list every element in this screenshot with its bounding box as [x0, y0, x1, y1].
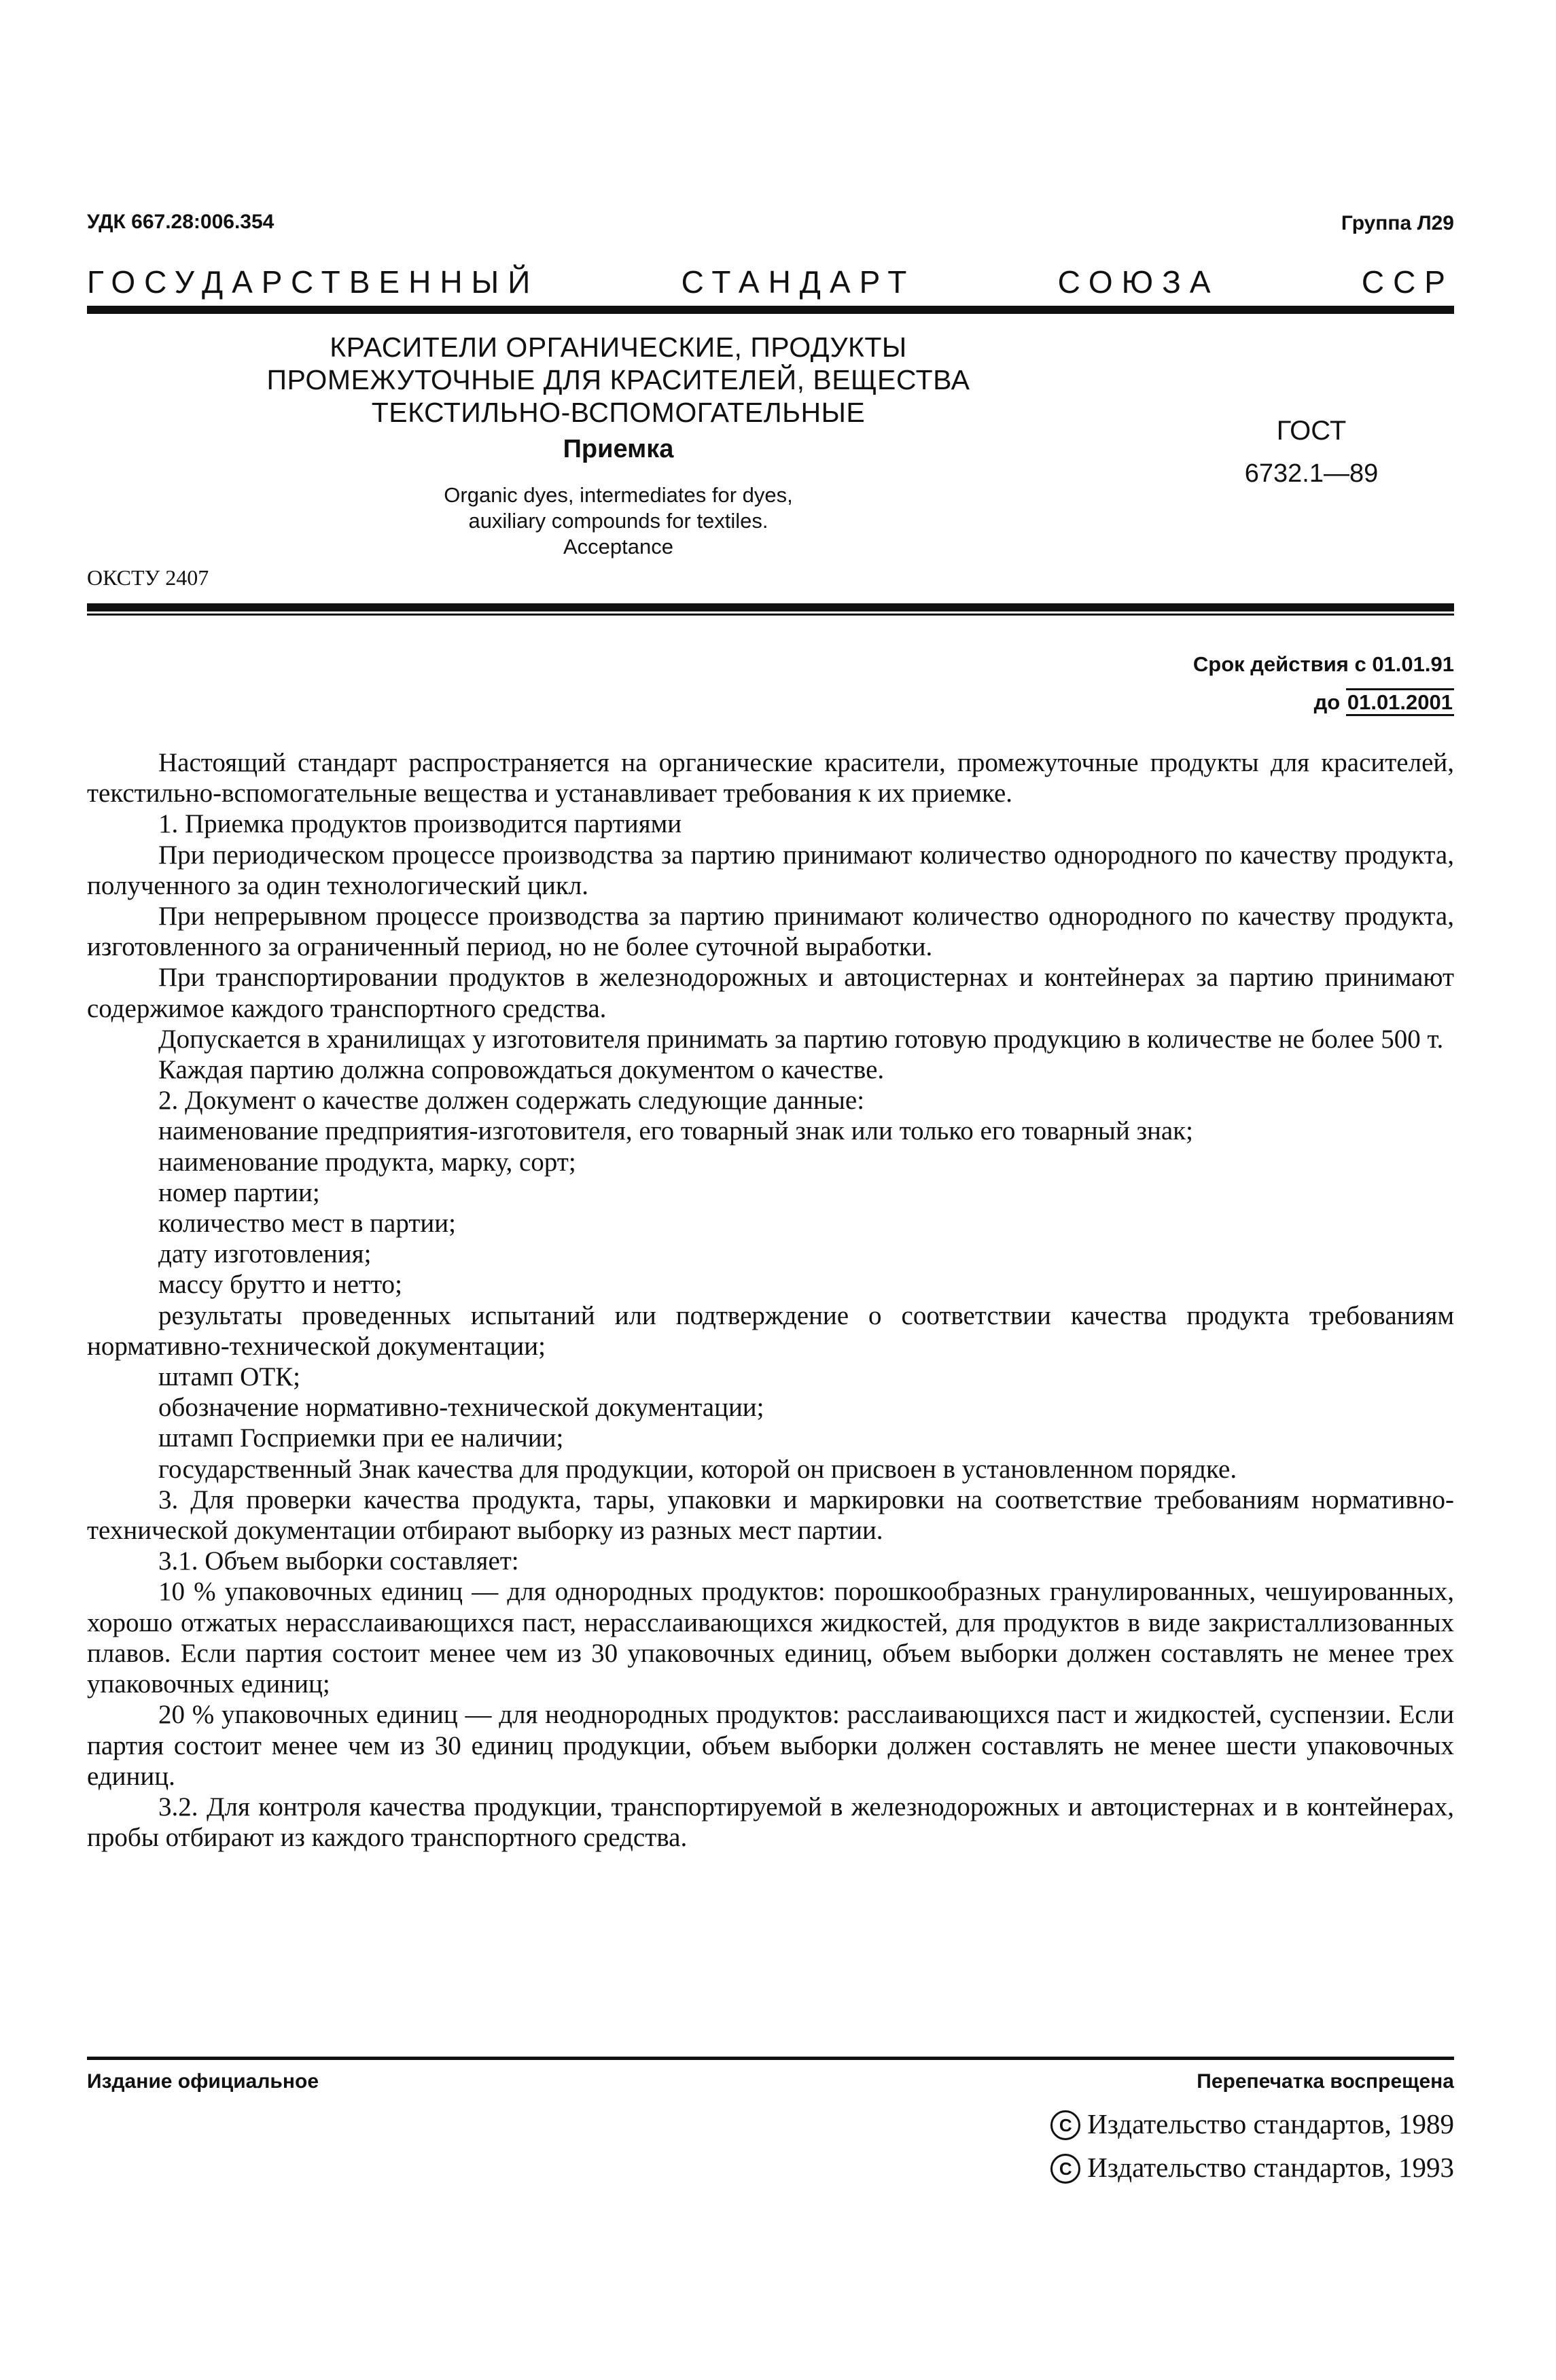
okstu-code: ОКСТУ 2407 [87, 565, 209, 590]
body-paragraph: массу брутто и нетто; [158, 1270, 402, 1300]
title-line: ПРОМЕЖУТОЧНЫЕ ДЛЯ КРАСИТЕЛЕЙ, ВЕЩЕСТВА [266, 364, 970, 395]
body-paragraph: штамп Госприемки при ее наличии; [158, 1423, 564, 1453]
english-title [149, 482, 1087, 560]
banner-word-standard: СТАНДАРТ [681, 264, 916, 300]
gost-number: 6732.1—89 [1244, 459, 1379, 488]
body-paragraph: Настоящий стандарт распространяется на органические красители, промежуточные продукты для красителей, текстильно-вспомогательные вещества и устанавливает требования к их приемке. [87, 748, 1454, 809]
copyright-text: Издательство стандартов, 1989 [1087, 2108, 1454, 2139]
body-paragraph: штамп ОТК; [158, 1362, 300, 1392]
validity-until-prefix: до [1313, 690, 1341, 714]
body-paragraph: 1. Приемка продуктов производится партиями [158, 809, 682, 839]
validity-until-date: 01.01.2001 [1346, 688, 1454, 716]
banner-word-union: СОЮЗА [1057, 264, 1220, 300]
body-paragraph: Каждая партию должна сопровождаться документом о качестве. [158, 1055, 885, 1085]
copyright-1989 [1050, 2108, 1454, 2140]
body-paragraph: 3.1. Объем выборки составляет: [158, 1546, 519, 1576]
english-title-line: Organic dyes, intermediates for dyes, [444, 483, 793, 507]
body-paragraph: 20 % упаковочных единиц — для неоднородных продуктов: расслаивающихся паст и жидкостей, суспензии. Если партия состоит менее чем из 30 единиц продукции, объем выборки должен составлять не менее шести упаковочных единиц. [87, 1700, 1454, 1791]
udk-code: УДК 667.28:006.354 [87, 211, 275, 233]
group-code: Группа Л29 [1341, 212, 1454, 234]
document-body [87, 747, 1454, 1853]
standard-banner [87, 262, 1454, 302]
english-title-line: Acceptance [563, 535, 673, 558]
body-paragraph: наименование предприятия-изготовителя, его товарный знак или только его товарный знак; [158, 1116, 1193, 1146]
body-paragraph: 3. Для проверки качества продукта, тары, упаковки и маркировки на соответствие требованиям нормативно-технической документации отбирают выборку из разных мест партии. [87, 1485, 1454, 1546]
body-paragraph: 2. Документ о качестве должен содержать следующие данные: [158, 1086, 865, 1116]
body-paragraph: дату изготовления; [158, 1239, 372, 1269]
body-paragraph: 3.2. Для контроля качества продукции, транспортируемой в железнодорожных и автоцистернах и в контейнерах, пробы отбирают из каждого транспортного средства. [87, 1792, 1454, 1853]
body-paragraph: количество мест в партии; [158, 1209, 456, 1239]
copyright-text: Издательство стандартов, 1993 [1087, 2152, 1454, 2183]
document-subtitle: Приемка [563, 435, 674, 463]
validity-until [1193, 683, 1454, 722]
copyright-icon: C [1050, 2154, 1080, 2184]
header-rule-bottom-thin [87, 614, 1454, 616]
header-rule-bottom [87, 603, 1454, 611]
no-reprint-label: Перепечатка воспрещена [1197, 2070, 1454, 2093]
validity-period [1193, 645, 1454, 722]
title-line: КРАСИТЕЛИ ОРГАНИЧЕСКИЕ, ПРОДУКТЫ [330, 332, 907, 363]
official-edition-label: Издание официальное [87, 2070, 319, 2093]
body-paragraph: наименование продукта, марку, сорт; [158, 1147, 576, 1177]
copyright-icon: C [1050, 2110, 1080, 2140]
body-paragraph: номер партии; [158, 1177, 320, 1207]
title-line: ТЕКСТИЛЬНО-ВСПОМОГАТЕЛЬНЫЕ [371, 397, 866, 428]
document-title [149, 331, 1087, 429]
banner-word-ussr: ССР [1361, 264, 1454, 300]
body-paragraph: Допускается в хранилищах у изготовителя принимать за партию готовую продукцию в количестве не более 500 т. [158, 1024, 1444, 1054]
header-rule-top [87, 306, 1454, 314]
gost-label: ГОСТ [1276, 416, 1347, 446]
body-paragraph: При транспортировании продуктов в железнодорожных и автоцистернах и контейнерах за партию принимают содержимое каждого транспортного средства. [87, 963, 1454, 1023]
body-paragraph: 10 % упаковочных единиц — для однородных продуктов: порошкообразных гранулированных, чешуированных, хорошо отжатых нерасслаивающихся паст, нерасслаивающихся жидкостей, для продуктов в виде закристаллизованных плавов. Если партия состоит менее чем из 30 упаковочных единиц, объем выборки должен составлять не менее трех упаковочных единиц; [87, 1577, 1454, 1699]
body-paragraph: обозначение нормативно-технической документации; [158, 1393, 764, 1423]
body-paragraph: результаты проведенных испытаний или подтверждение о соответствии качества продукта требованиям нормативно-технической документации; [87, 1300, 1454, 1361]
body-paragraph: При периодическом процессе производства за партию принимают количество однородного по качеству продукта, полученного за один технологический цикл. [87, 840, 1454, 900]
english-title-line: auxiliary compounds for textiles. [468, 509, 768, 533]
banner-word-state: ГОСУДАРСТВЕННЫЙ [87, 264, 540, 300]
body-paragraph: При непрерывном процессе производства за партию принимают количество однородного по качеству продукта, изготовленного за ограниченный период, но не более суточной выработки. [87, 902, 1454, 962]
body-paragraph: государственный Знак качества для продукции, которой он присвоен в установленном порядке. [158, 1454, 1237, 1484]
validity-from: Срок действия с 01.01.91 [1192, 652, 1454, 676]
footer-rule [87, 2057, 1454, 2060]
copyright-1993 [1050, 2151, 1454, 2184]
